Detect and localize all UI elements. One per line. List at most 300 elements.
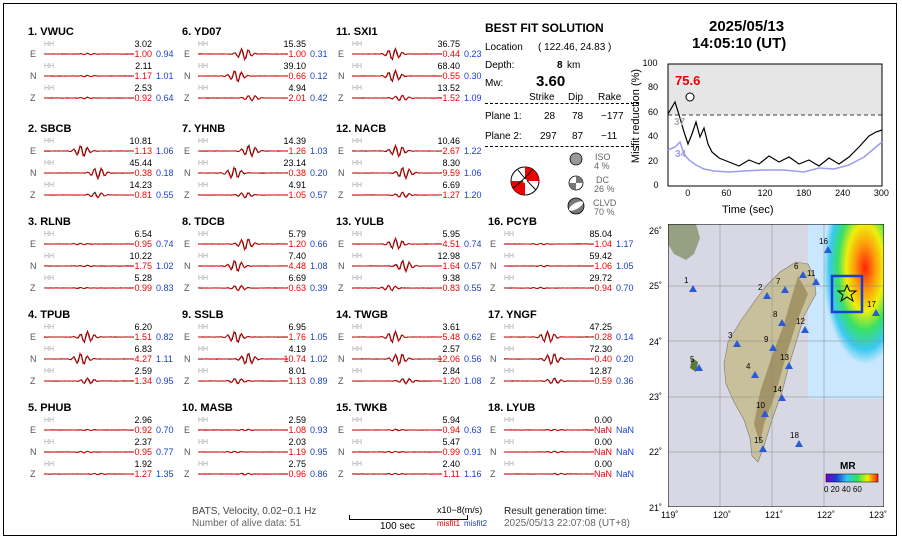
network-info: BATS, Velocity, 0.02~0.1 Hz xyxy=(192,506,317,517)
misfit-label-37: 37 xyxy=(674,117,686,128)
station-code: MASB xyxy=(200,402,233,414)
station-marker-icon xyxy=(759,445,767,452)
trace-misfit2: 0.55 xyxy=(464,283,482,293)
plane1-label: Plane 1: xyxy=(485,111,522,122)
synthetic-waveform xyxy=(44,146,134,156)
trace-misfit1: 1.52 xyxy=(442,93,460,103)
clvd-value: 70 % xyxy=(594,207,615,217)
channel-label: HH xyxy=(44,439,55,446)
trace-misfit1: 0.83 xyxy=(442,283,460,293)
trace-amplitude: 29.72 xyxy=(589,273,612,283)
station-marker-label: 17 xyxy=(867,300,876,309)
map-lat-label: 23˚ xyxy=(649,391,663,402)
channel-label: HH xyxy=(198,417,209,424)
channel-label: HH xyxy=(44,368,55,375)
station-title xyxy=(336,26,378,38)
station-code: LYUB xyxy=(506,402,536,414)
trace-amplitude: 7.40 xyxy=(288,251,306,261)
synthetic-waveform xyxy=(198,354,288,364)
trace-misfit1: 1.34 xyxy=(134,376,152,386)
station-marker-label: 15 xyxy=(754,436,763,445)
trace-component: E xyxy=(30,49,37,59)
trace-misfit1: 0.55 xyxy=(442,71,460,81)
station-title xyxy=(28,216,71,228)
solution-divider-2 xyxy=(485,146,639,147)
iso-label: ISO xyxy=(595,152,611,162)
station-title xyxy=(336,216,384,228)
station-number: 9. xyxy=(182,309,195,321)
channel-label: HH xyxy=(44,85,55,92)
synthetic-waveform xyxy=(44,331,134,341)
trace-component: N xyxy=(338,261,345,271)
channel-label: HH xyxy=(198,346,209,353)
synthetic-waveform xyxy=(504,331,594,342)
trace-misfit1: 1.11 xyxy=(443,469,460,479)
result-time-value: 2025/05/13 22:07:08 (UT+8) xyxy=(504,518,630,529)
observed-waveform xyxy=(44,168,134,179)
channel-label: HH xyxy=(352,346,363,353)
colorbar-title: MR xyxy=(840,461,856,472)
trace-component: E xyxy=(184,239,191,249)
trace-component: E xyxy=(184,425,191,435)
station-marker-label: 4 xyxy=(746,362,751,371)
trace-component: N xyxy=(184,261,191,271)
misfit-ytick-label: 60 xyxy=(648,106,659,117)
trace-component: Z xyxy=(338,469,344,479)
trace-amplitude: 15.35 xyxy=(283,39,306,49)
trace-amplitude: 2.75 xyxy=(288,459,306,469)
trace-misfit1: 0.96 xyxy=(288,469,306,479)
channel-label: HH xyxy=(44,160,55,167)
waveform-trace xyxy=(504,278,594,298)
plane1-rake: −177 xyxy=(601,111,624,122)
waveform-trace xyxy=(44,278,134,298)
trace-misfit2: 0.83 xyxy=(156,283,174,293)
trace-misfit2: 1.16 xyxy=(464,469,482,479)
trace-misfit1: 1.04 xyxy=(594,239,612,249)
trace-amplitude: 5.95 xyxy=(442,229,460,239)
trace-misfit1: NaN xyxy=(593,469,612,479)
trace-misfit2: 1.20 xyxy=(464,190,482,200)
channel-label: HH xyxy=(198,41,209,48)
channel-label: HH xyxy=(352,41,363,48)
station-marker-icon xyxy=(812,278,820,285)
trace-amplitude: 12.98 xyxy=(437,251,460,261)
trace-component: E xyxy=(338,239,345,249)
trace-misfit2: 1.06 xyxy=(464,168,482,178)
trace-misfit2: 1.11 xyxy=(156,354,173,364)
trace-component: Z xyxy=(30,469,36,479)
dc-ball-icon xyxy=(568,175,584,191)
trace-component: N xyxy=(490,261,497,271)
map-lat-label: 26˚ xyxy=(649,226,663,236)
channel-label: HH xyxy=(198,275,209,282)
misfit-xtick-label: 300 xyxy=(873,188,889,198)
trace-amplitude: 2.96 xyxy=(134,415,152,425)
trace-component: E xyxy=(30,146,37,156)
synthetic-waveform xyxy=(352,96,442,101)
station-number: 18. xyxy=(488,402,507,414)
trace-amplitude: 6.20 xyxy=(134,322,152,332)
synthetic-waveform xyxy=(352,70,442,80)
station-number: 4. xyxy=(28,309,41,321)
station-marker-icon xyxy=(801,326,809,333)
trace-misfit1: 0.63 xyxy=(288,283,306,293)
misfit-xtick-label: 240 xyxy=(835,188,851,198)
station-number: 1. xyxy=(28,26,41,38)
col-strike: Strike xyxy=(529,92,555,103)
event-date: 2025/05/13 xyxy=(709,18,785,35)
trace-amplitude: 2.53 xyxy=(134,83,152,93)
trace-misfit2: 0.74 xyxy=(156,239,174,249)
alive-data-count: Number of alive data: 51 xyxy=(192,518,301,529)
trace-component: N xyxy=(184,168,191,178)
channel-label: HH xyxy=(352,160,363,167)
station-marker-label: 2 xyxy=(758,283,763,292)
trace-component: E xyxy=(184,49,191,59)
trace-amplitude: 2.84 xyxy=(442,366,460,376)
trace-component: Z xyxy=(30,376,36,386)
waveform-trace xyxy=(504,371,594,391)
trace-misfit1: 0.38 xyxy=(134,168,152,178)
trace-misfit2: 0.20 xyxy=(616,354,634,364)
channel-label: HH xyxy=(44,138,55,145)
plane2-label: Plane 2: xyxy=(485,131,522,142)
trace-amplitude: 13.52 xyxy=(437,83,460,93)
channel-label: HH xyxy=(504,346,515,353)
waveform-trace xyxy=(352,88,442,108)
trace-misfit1: 1.20 xyxy=(442,376,460,386)
channel-label: HH xyxy=(504,324,515,331)
station-number: 14. xyxy=(336,309,355,321)
trace-component: N xyxy=(184,354,191,364)
trace-component: N xyxy=(30,168,37,178)
location-value: ( 122.46, 24.83 ) xyxy=(538,42,612,53)
trace-component: E xyxy=(30,332,37,342)
channel-label: HH xyxy=(504,417,515,424)
trace-amplitude: 4.19 xyxy=(288,344,306,354)
channel-label: HH xyxy=(352,368,363,375)
map-lon-label: 123˚ xyxy=(869,510,888,520)
trace-misfit2: 1.01 xyxy=(156,71,174,81)
synthetic-waveform xyxy=(198,260,288,270)
result-time-label: Result generation time: xyxy=(504,506,607,517)
trace-component: Z xyxy=(338,283,344,293)
trace-misfit1: 1.27 xyxy=(134,469,152,479)
trace-misfit2: 1.03 xyxy=(310,146,328,156)
trace-amplitude: 0.00 xyxy=(594,437,612,447)
misfit-ytick-label: 80 xyxy=(648,82,659,93)
trace-component: N xyxy=(338,168,345,178)
iso-value: 4 % xyxy=(594,161,610,171)
channel-label: HH xyxy=(504,253,515,260)
channel-label: HH xyxy=(352,253,363,260)
trace-misfit2: 1.05 xyxy=(310,332,328,342)
station-marker-icon xyxy=(824,246,832,253)
synthetic-waveform xyxy=(198,286,288,291)
trace-component: N xyxy=(30,354,37,364)
trace-amplitude: 85.04 xyxy=(589,229,612,239)
channel-label: HH xyxy=(44,253,55,260)
depth-label: Depth: xyxy=(485,60,515,71)
channel-label: HH xyxy=(198,160,209,167)
waveform-trace xyxy=(44,185,134,205)
channel-label: HH xyxy=(352,138,363,145)
misfit-ytick-label: 0 xyxy=(653,180,659,190)
station-code: TPUB xyxy=(40,309,71,321)
trace-component: Z xyxy=(184,190,190,200)
channel-label: HH xyxy=(44,275,55,282)
trace-component: E xyxy=(338,425,345,435)
channel-label: HH xyxy=(198,439,209,446)
trace-misfit2: 0.63 xyxy=(464,425,482,435)
trace-misfit2: 0.70 xyxy=(616,283,634,293)
trace-amplitude: 4.94 xyxy=(288,83,306,93)
trace-component: Z xyxy=(184,283,190,293)
station-code: RLNB xyxy=(40,216,71,228)
station-title xyxy=(488,216,537,228)
trace-amplitude: 10.22 xyxy=(129,251,152,261)
station-title xyxy=(336,402,387,414)
station-marker-label: 5 xyxy=(690,355,695,364)
trace-misfit2: 0.95 xyxy=(310,447,328,457)
trace-misfit2: 1.06 xyxy=(156,146,174,156)
trace-component: E xyxy=(338,146,345,156)
station-title xyxy=(488,402,535,414)
trace-misfit2: 0.23 xyxy=(464,49,482,59)
channel-label: HH xyxy=(352,231,363,238)
station-marker-icon xyxy=(733,340,741,347)
trace-misfit2: 1.22 xyxy=(464,146,482,156)
waveform-trace xyxy=(198,185,288,205)
clvd-ball-icon xyxy=(567,197,585,215)
trace-misfit1: 1.00 xyxy=(134,49,152,59)
trace-misfit1: 0.95 xyxy=(134,447,152,457)
station-title xyxy=(28,123,71,135)
trace-component: Z xyxy=(338,190,344,200)
trace-misfit2: 0.82 xyxy=(156,332,174,342)
station-code: VWUC xyxy=(40,26,74,38)
station-code: TDCB xyxy=(194,216,225,228)
trace-misfit1: 1.17 xyxy=(134,71,152,81)
trace-misfit1: 1.64 xyxy=(442,261,460,271)
waveform-trace xyxy=(352,278,442,298)
trace-misfit2: 0.31 xyxy=(310,49,328,59)
trace-misfit1: 0.94 xyxy=(594,283,612,293)
trace-misfit1: 0.95 xyxy=(134,239,152,249)
synthetic-waveform xyxy=(198,167,288,178)
channel-label: HH xyxy=(198,253,209,260)
station-number: 17. xyxy=(488,309,507,321)
depth-unit: km xyxy=(567,60,581,71)
waveform-trace xyxy=(198,278,288,298)
station-code: YNGF xyxy=(506,309,537,321)
trace-misfit1: 1.27 xyxy=(442,190,460,200)
station-title xyxy=(182,216,225,228)
trace-component: N xyxy=(184,71,191,81)
channel-label: HH xyxy=(352,461,363,468)
trace-misfit2: 0.93 xyxy=(310,425,328,435)
trace-misfit2: 0.95 xyxy=(156,376,174,386)
trace-misfit2: 0.86 xyxy=(310,469,328,479)
station-marker-label: 16 xyxy=(819,237,828,246)
trace-misfit1: 2.01 xyxy=(288,93,306,103)
trace-misfit2: 0.18 xyxy=(156,168,174,178)
trace-misfit1: 0.28 xyxy=(594,332,612,342)
trace-misfit2: 0.20 xyxy=(310,168,328,178)
station-marker-label: 10 xyxy=(756,401,765,410)
trace-misfit2: NaN xyxy=(616,469,635,479)
station-marker-icon xyxy=(781,286,789,293)
misfit-ytick-label: 20 xyxy=(648,155,659,166)
trace-amplitude: 8.01 xyxy=(288,366,306,376)
station-number: 7. xyxy=(182,123,195,135)
trace-misfit1: NaN xyxy=(593,425,612,435)
trace-component: Z xyxy=(184,93,190,103)
plane2-rake: −11 xyxy=(601,131,618,142)
trace-amplitude: 0.00 xyxy=(594,415,612,425)
trace-component: E xyxy=(30,239,37,249)
trace-component: Z xyxy=(30,190,36,200)
station-number: 12. xyxy=(336,123,355,135)
station-title xyxy=(182,402,233,414)
trace-amplitude: 6.83 xyxy=(134,344,152,354)
trace-misfit1: 0.92 xyxy=(134,93,152,103)
station-marker-icon xyxy=(763,292,771,299)
station-title xyxy=(28,26,74,38)
trace-misfit1: 4.48 xyxy=(288,261,306,271)
station-code: SSLB xyxy=(194,309,224,321)
channel-label: HH xyxy=(198,461,209,468)
trace-component: E xyxy=(490,332,497,342)
station-marker-icon xyxy=(795,440,803,447)
solution-divider xyxy=(485,103,639,104)
trace-misfit2: 1.08 xyxy=(310,261,328,271)
station-marker-label: 12 xyxy=(796,317,805,326)
synthetic-waveform xyxy=(198,193,288,198)
misfit-xtick-label: 0 xyxy=(685,188,691,198)
trace-amplitude: 68.40 xyxy=(437,61,460,71)
map-lon-label: 119˚ xyxy=(661,510,679,520)
channel-label: HH xyxy=(44,63,55,70)
channel-label: HH xyxy=(44,324,55,331)
trace-amplitude: 3.02 xyxy=(134,39,152,49)
station-code: YD07 xyxy=(194,26,222,38)
synthetic-waveform xyxy=(198,96,288,101)
channel-label: HH xyxy=(198,324,209,331)
channel-label: HH xyxy=(504,439,515,446)
station-number: 3. xyxy=(28,216,41,228)
map-lon-label: 121˚ xyxy=(765,510,784,520)
station-number: 13. xyxy=(336,216,355,228)
solution-heading: BEST FIT SOLUTION xyxy=(485,21,604,35)
trace-component: E xyxy=(338,332,345,342)
trace-misfit1: 0.81 xyxy=(134,190,152,200)
channel-label: HH xyxy=(198,231,209,238)
trace-component: Z xyxy=(184,376,190,386)
trace-misfit1: 1.20 xyxy=(288,239,306,249)
trace-misfit2: 0.77 xyxy=(156,447,174,457)
trace-misfit1: 0.99 xyxy=(134,283,152,293)
trace-amplitude: 45.44 xyxy=(129,158,152,168)
misfit-xtick-label: 180 xyxy=(796,188,812,198)
trace-component: N xyxy=(30,447,37,457)
trace-amplitude: 10.46 xyxy=(437,136,460,146)
plane1-dip: 78 xyxy=(572,111,584,122)
waveform-trace xyxy=(352,371,442,391)
trace-component: Z xyxy=(338,376,344,386)
channel-label: HH xyxy=(44,231,55,238)
trace-misfit2: 0.89 xyxy=(310,376,328,386)
trace-amplitude: 14.39 xyxy=(283,136,306,146)
misfit-xtick-label: 60 xyxy=(721,188,732,198)
station-number: 2. xyxy=(28,123,41,135)
station-marker-icon xyxy=(689,285,697,292)
trace-misfit2: 0.42 xyxy=(310,93,328,103)
waveform-trace xyxy=(198,88,288,108)
trace-component: N xyxy=(490,354,497,364)
station-number: 10. xyxy=(182,402,201,414)
station-title xyxy=(28,309,70,321)
misfit-best-value: 75.6 xyxy=(675,73,701,88)
trace-misfit1: 12.06 xyxy=(437,354,460,364)
synthetic-waveform xyxy=(352,262,442,272)
synthetic-waveform xyxy=(198,378,288,383)
location-label: Location xyxy=(485,42,523,53)
col-dip: Dip xyxy=(568,92,584,103)
trace-amplitude: 3.61 xyxy=(442,322,460,332)
colorbar-ticks: 0 20 40 60 xyxy=(824,485,862,494)
clvd-label: CLVD xyxy=(593,198,617,208)
trace-amplitude: 2.03 xyxy=(288,437,306,447)
trace-misfit1: 1.76 xyxy=(288,332,306,342)
report-frame xyxy=(3,3,897,536)
station-code: PCYB xyxy=(506,216,537,228)
trace-misfit1: 1.08 xyxy=(288,425,306,435)
trace-misfit2: 0.12 xyxy=(310,71,328,81)
trace-misfit2: 1.05 xyxy=(616,261,634,271)
legend-misfit1: misfit1 xyxy=(437,519,461,528)
synthetic-waveform xyxy=(352,146,442,157)
station-marker-label: 18 xyxy=(790,431,799,440)
trace-component: Z xyxy=(184,469,190,479)
trace-component: E xyxy=(490,425,497,435)
trace-misfit2: NaN xyxy=(616,425,635,435)
plane2-strike: 297 xyxy=(540,131,557,142)
trace-misfit2: 0.74 xyxy=(464,239,482,249)
station-code: YHNB xyxy=(194,123,226,135)
channel-label: HH xyxy=(352,182,363,189)
trace-misfit1: 0.66 xyxy=(288,71,306,81)
trace-component: N xyxy=(490,447,497,457)
station-number: 8. xyxy=(182,216,195,228)
trace-amplitude: 2.59 xyxy=(134,366,152,376)
trace-misfit1: 1.00 xyxy=(288,49,306,59)
station-code: YULB xyxy=(354,216,385,228)
trace-amplitude: 5.94 xyxy=(442,415,460,425)
trace-amplitude: 2.11 xyxy=(135,61,152,71)
channel-label: HH xyxy=(44,417,55,424)
station-marker-icon xyxy=(769,344,777,351)
trace-misfit1: 4.27 xyxy=(134,354,152,364)
synthetic-waveform xyxy=(198,239,288,250)
trace-misfit2: 1.35 xyxy=(156,469,174,479)
trace-misfit2: 0.64 xyxy=(156,93,174,103)
trace-amplitude: 6.69 xyxy=(442,180,460,190)
trace-amplitude: 6.69 xyxy=(288,273,306,283)
synthetic-waveform xyxy=(504,354,594,364)
trace-amplitude: 14.23 xyxy=(129,180,152,190)
